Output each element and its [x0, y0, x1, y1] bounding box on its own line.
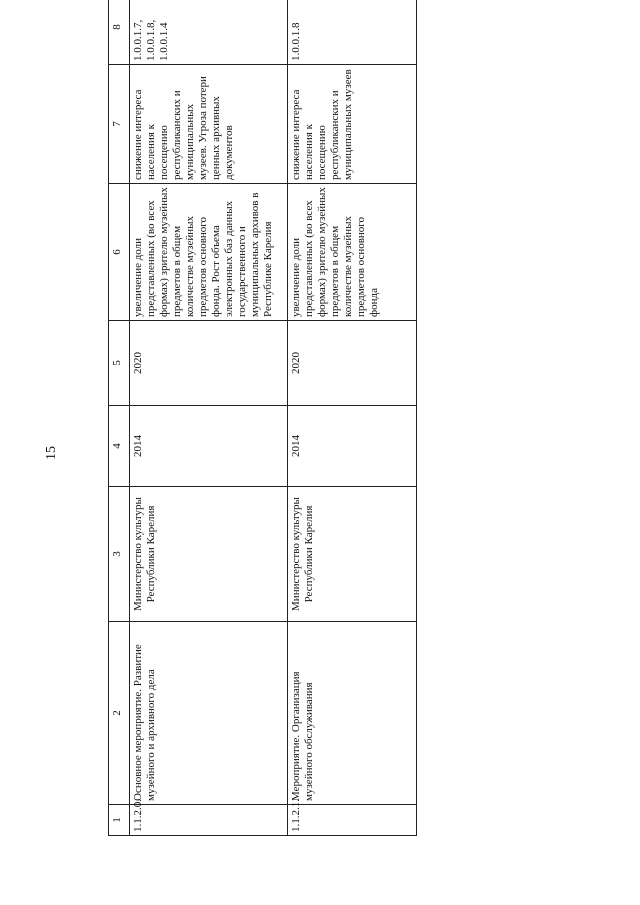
cell-consequences: снижение интереса населения к посещению республиканских и муниципальных музеев — [288, 65, 417, 184]
cell-number: 1.1.2.0. — [130, 805, 288, 836]
header-col-3: 3 — [109, 487, 130, 622]
cell-end-year: 2020 — [130, 321, 288, 406]
table-row — [130, 0, 288, 836]
header-row — [109, 0, 130, 836]
program-measures-table — [108, 0, 417, 836]
cell-measure-name: Основное мероприятие. Развитие музейного и архивного дела — [130, 622, 288, 805]
cell-indicators: 1.0.0.1.7, 1.0.0.1.8, 1.0.0.1.4 — [130, 0, 288, 65]
header-col-6: 6 — [109, 184, 130, 321]
cell-expected-result: увеличение доли представленных (во всех формах) зрителю музейных предметов в общем количестве музейных предметов основного фонда. Рост объема электронных баз данных государственного и муниципальных архивов в Республике Карелия — [130, 184, 288, 321]
header-col-1: 1 — [109, 805, 130, 836]
cell-start-year: 2014 — [130, 406, 288, 487]
cell-consequences: снижение интереса населения к посещению республиканских и муниципальных музеев. Угроза потери ценных архивных документов — [130, 65, 288, 184]
cell-number: 1.1.2.1. — [288, 805, 417, 836]
page-number: 15 — [44, 446, 59, 460]
cell-start-year: 2014 — [288, 406, 417, 487]
program-table-container — [108, 19, 415, 836]
header-col-8: 8 — [109, 0, 130, 65]
cell-expected-result: увеличение доли представленных (во всех формах) зрителю музейных предметов в общем количестве музейных предметов основного фонда — [288, 184, 417, 321]
cell-measure-name: Мероприятие. Организация музейного обслуживания — [288, 622, 417, 805]
cell-indicators: 1.0.0.1.8 — [288, 0, 417, 65]
cell-responsible: Министерство культуры Республики Карелия — [288, 487, 417, 622]
header-col-4: 4 — [109, 406, 130, 487]
header-col-2: 2 — [109, 622, 130, 805]
header-col-7: 7 — [109, 65, 130, 184]
cell-end-year: 2020 — [288, 321, 417, 406]
table-row — [288, 0, 417, 836]
cell-responsible: Министерство культуры Республики Карелия — [130, 487, 288, 622]
header-col-5: 5 — [109, 321, 130, 406]
